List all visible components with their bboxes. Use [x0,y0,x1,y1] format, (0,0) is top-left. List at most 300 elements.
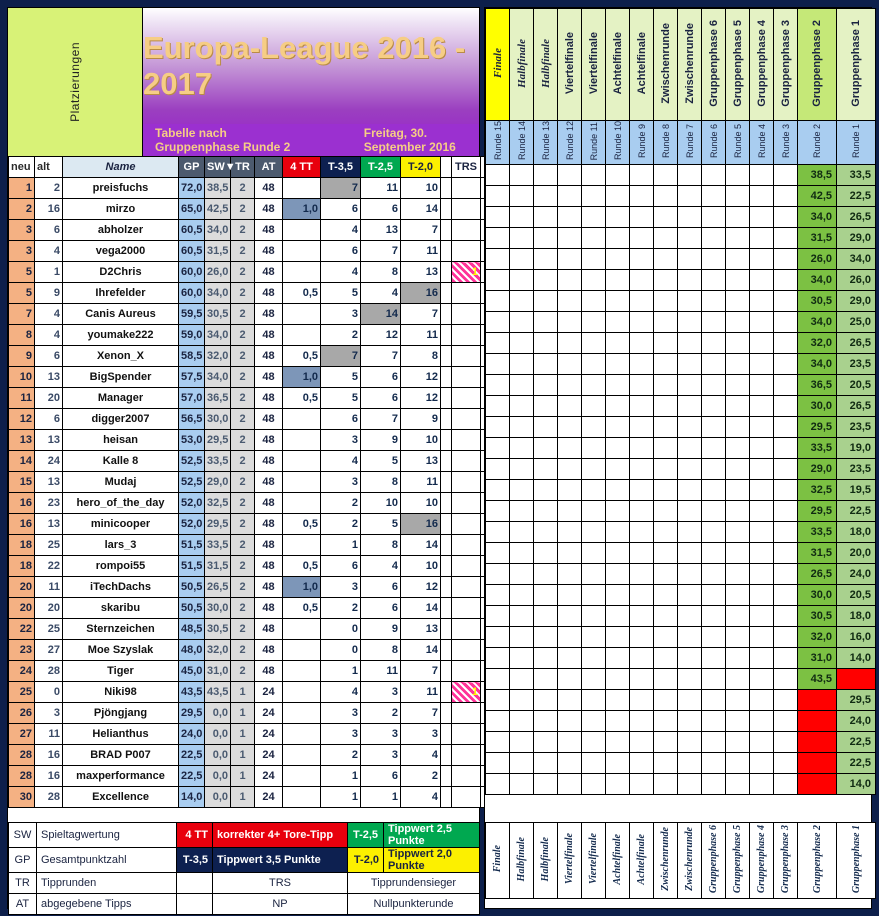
round-cell-empty [486,165,510,186]
total-points: 48,0 [179,640,205,661]
spacer-cell [441,388,452,409]
t20-value: 7 [401,703,441,724]
round-cell-empty [678,291,702,312]
t20-value: 11 [401,682,441,703]
phase-header[interactable] [534,9,558,121]
legend-key: AT [9,894,37,915]
round-header[interactable] [606,121,630,165]
rounds-row [486,354,876,375]
phase-header[interactable] [654,9,678,121]
phase-label: Halbfinale [515,38,528,88]
round-header[interactable] [837,121,876,165]
col4tt-value [283,745,321,766]
spacer-cell [441,325,452,346]
t20-value: 4 [401,787,441,808]
player-name[interactable]: digger2007 [63,409,179,430]
round-cell-empty [510,333,534,354]
t20-value: 13 [401,262,441,283]
round-cell-empty [606,333,630,354]
col-t25[interactable]: T-2,5 [361,157,401,178]
round-label: Runde 1 [851,123,861,159]
round-cell-empty [534,648,558,669]
t35-value: 5 [321,367,361,388]
round-header[interactable] [678,121,702,165]
round-cell-empty [774,606,798,627]
player-name[interactable]: Canis Aureus [63,304,179,325]
player-name[interactable]: Helianthus [63,724,179,745]
rounds-row [486,627,876,648]
round-cell-empty [558,207,582,228]
round-cell-empty [606,564,630,585]
footer-phase-label: Gruppenphase 6 [708,824,719,894]
phase-label: Viertelfinale [563,31,576,95]
rounds-row [486,522,876,543]
round-header[interactable] [726,121,750,165]
rounds-row [486,291,876,312]
round-cell-empty [510,396,534,417]
player-name[interactable]: rompoi55 [63,556,179,577]
round-header[interactable] [486,121,510,165]
rounds-row [486,585,876,606]
round-cell-empty [678,417,702,438]
player-name[interactable]: abholzer [63,220,179,241]
matchday-score: 36,5 [205,388,231,409]
player-name[interactable]: Manager [63,388,179,409]
round-cell-empty [702,711,726,732]
t35-value: 7 [321,346,361,367]
phase-header[interactable] [774,9,798,121]
round-cell-empty [630,165,654,186]
table-row [9,535,508,556]
phase-header[interactable] [750,9,774,121]
round-cell-empty [774,522,798,543]
t35-value: 3 [321,304,361,325]
date-text: Freitag, 30. September 2016 [363,126,456,154]
rank-new: 23 [9,640,35,661]
legend-key-t25: T-2,5 [348,823,384,848]
round-cell-empty [486,417,510,438]
spacer-cell [441,283,452,304]
phase-header[interactable] [837,9,876,121]
t25-value: 9 [361,619,401,640]
round-cell-empty [606,585,630,606]
round-cell-empty [678,732,702,753]
round-cell-empty [486,312,510,333]
rank-new: 5 [9,262,35,283]
phase-header[interactable] [678,9,702,121]
t25-value: 6 [361,766,401,787]
t20-value: 12 [401,388,441,409]
round-cell-empty [630,690,654,711]
total-points: 53,0 [179,430,205,451]
table-row [9,283,508,304]
round-cell-empty [702,732,726,753]
round-cell-empty [774,249,798,270]
t20-value: 10 [401,430,441,451]
round-cell-empty [486,690,510,711]
round-label: Runde 5 [732,123,743,159]
player-name[interactable]: hero_of_the_day [63,493,179,514]
matchday-score: 32,0 [205,640,231,661]
rank-new: 30 [9,787,35,808]
round-cell-empty [702,228,726,249]
player-name[interactable]: Kalle 8 [63,451,179,472]
round-cell-empty [630,270,654,291]
col4tt-value [283,493,321,514]
rank-new: 11 [9,388,35,409]
rounds-played: 2 [231,325,255,346]
t35-value: 1 [321,787,361,808]
round-cell-empty [726,774,750,795]
gruppenphase1-value: 26,5 [837,207,876,228]
round-cell-empty [510,585,534,606]
trs-value [452,283,481,304]
footer-phase-label: Gruppenphase 4 [756,824,767,894]
gruppenphase2-value: 30,5 [798,291,837,312]
standings-panel [7,7,480,909]
rank-new: 5 [9,283,35,304]
col-t20[interactable]: T-2,0 [401,157,441,178]
footer-phase-cell [582,823,606,899]
trs-value [452,766,481,787]
col-4tt[interactable]: 4 TT [283,157,321,178]
round-cell-empty [774,501,798,522]
phase-label: Gruppenphase 5 [731,19,744,107]
t35-value: 5 [321,283,361,304]
player-name[interactable]: mirzo [63,199,179,220]
player-name[interactable]: Niki98 [63,682,179,703]
table-row [9,682,508,703]
t25-value: 11 [361,178,401,199]
rounds-played: 2 [231,346,255,367]
matchday-score: 0,0 [205,724,231,745]
subtitle-text: Tabelle nach Gruppenphase Runde 2 [155,126,291,154]
matchday-score: 34,0 [205,367,231,388]
round-cell-empty [630,753,654,774]
spacer-cell [441,787,452,808]
round-cell-empty [534,501,558,522]
phase-header[interactable] [630,9,654,121]
t25-value: 6 [361,199,401,220]
footer-phase-cell [486,823,510,899]
trs-value [452,409,481,430]
round-header[interactable] [750,121,774,165]
phase-header[interactable] [486,9,510,121]
player-name[interactable]: maxperformance [63,766,179,787]
round-cell-empty [654,165,678,186]
t20-value: 10 [401,493,441,514]
round-cell-empty [558,732,582,753]
rank-old: 13 [35,430,63,451]
round-cell-empty [702,354,726,375]
gruppenphase1-value: 23,5 [837,417,876,438]
footer-phase-cell [750,823,774,899]
footer-phase-label: Zwischenrunde [684,827,695,891]
col-t35[interactable]: T-3,5 [321,157,361,178]
round-cell-empty [606,690,630,711]
tips-given: 24 [255,766,283,787]
round-cell-empty [510,312,534,333]
table-row [9,745,508,766]
round-cell-empty [774,270,798,291]
t20-value: 4 [401,745,441,766]
round-header[interactable] [702,121,726,165]
player-name[interactable]: heisan [63,430,179,451]
player-name[interactable]: Ihrefelder [63,283,179,304]
round-cell-empty [558,396,582,417]
round-cell-empty [774,333,798,354]
footer-phase-label: Halbfinale [540,836,551,882]
round-cell-empty [630,333,654,354]
rounds-played: 2 [231,388,255,409]
round-cell-empty [582,690,606,711]
rank-old: 24 [35,451,63,472]
tips-given: 48 [255,514,283,535]
round-cell-empty [606,165,630,186]
rank-new: 16 [9,514,35,535]
col4tt-value: 1,0 [283,367,321,388]
round-cell-empty [606,753,630,774]
rank-new: 1 [9,178,35,199]
rounds-row [486,417,876,438]
rounds-played: 2 [231,661,255,682]
t35-value: 4 [321,682,361,703]
gruppenphase2-value: 33,5 [798,438,837,459]
round-cell-empty [750,690,774,711]
round-cell-empty [558,165,582,186]
gruppenphase1-value: 23,5 [837,354,876,375]
player-name[interactable]: Excellence [63,787,179,808]
round-cell-empty [558,711,582,732]
round-cell-empty [750,333,774,354]
round-cell-empty [654,690,678,711]
col-tr[interactable]: TR [231,157,255,178]
table-row [9,451,508,472]
round-cell-empty [750,249,774,270]
round-cell-empty [774,543,798,564]
round-header[interactable] [798,121,837,165]
col4tt-value: 0,5 [283,556,321,577]
phase-header[interactable] [606,9,630,121]
round-cell-empty [654,312,678,333]
matchday-score: 30,5 [205,619,231,640]
rounds-row [486,753,876,774]
round-cell-empty [654,732,678,753]
round-header[interactable] [774,121,798,165]
rounds-played: 1 [231,682,255,703]
phase-header[interactable] [510,9,534,121]
rank-new: 26 [9,703,35,724]
col4tt-value: 0,5 [283,346,321,367]
phase-label: Finale [491,48,504,78]
round-header[interactable] [654,121,678,165]
round-cell-empty [774,228,798,249]
round-cell-empty [534,690,558,711]
t25-value: 5 [361,514,401,535]
player-name[interactable]: minicooper [63,514,179,535]
round-cell-empty [774,774,798,795]
rank-new: 14 [9,451,35,472]
col-trs[interactable]: TRS [452,157,481,178]
t35-value: 1 [321,535,361,556]
player-name[interactable]: D2Chris [63,262,179,283]
player-name[interactable]: vega2000 [63,241,179,262]
round-cell-empty [654,270,678,291]
gruppenphase1-value: 16,0 [837,627,876,648]
round-cell-empty [750,648,774,669]
rounds-played: 2 [231,619,255,640]
legend-text: abgegebene Tipps [37,894,177,915]
tips-given: 24 [255,682,283,703]
round-cell-empty [630,228,654,249]
matchday-score: 0,0 [205,745,231,766]
player-name[interactable]: iTechDachs [63,577,179,598]
t25-value: 9 [361,430,401,451]
footer-phase-cell [630,823,654,899]
footer-phase-cell [606,823,630,899]
round-cell-empty [678,312,702,333]
phase-label: Zwischenrunde [659,22,672,104]
t25-value: 7 [361,241,401,262]
tips-given: 48 [255,220,283,241]
player-name[interactable]: Sternzeichen [63,619,179,640]
round-cell-empty [654,207,678,228]
round-cell-empty [558,375,582,396]
footer-phase-cell [558,823,582,899]
tips-given: 48 [255,346,283,367]
footer-phase-cell [510,823,534,899]
player-name[interactable]: lars_3 [63,535,179,556]
matchday-score: 31,5 [205,556,231,577]
table-row [9,325,508,346]
col4tt-value: 1,0 [283,199,321,220]
col-gp[interactable]: GP [179,157,205,178]
spacer-cell [441,724,452,745]
phase-header[interactable] [702,9,726,121]
round-cell-empty [750,375,774,396]
t20-value: 9 [401,409,441,430]
round-cell-empty [654,501,678,522]
player-name[interactable]: skaribu [63,598,179,619]
rounds-row [486,774,876,795]
round-header[interactable] [558,121,582,165]
phase-label: Gruppenphase 1 [850,19,862,107]
round-cell-empty [702,396,726,417]
matchday-score: 0,0 [205,766,231,787]
round-header[interactable] [534,121,558,165]
round-header[interactable] [510,121,534,165]
round-cell-empty [750,417,774,438]
gruppenphase1-value: 20,0 [837,543,876,564]
rounds-played: 2 [231,493,255,514]
table-row [9,556,508,577]
col-alt[interactable]: alt [35,157,63,178]
player-name[interactable]: Pjöngjang [63,703,179,724]
phase-header[interactable] [798,9,837,121]
gruppenphase1-value: 19,5 [837,480,876,501]
t35-value: 2 [321,493,361,514]
player-name[interactable]: youmake222 [63,325,179,346]
gruppenphase2-value: 33,5 [798,522,837,543]
round-cell-empty [558,249,582,270]
player-name[interactable]: BRAD P007 [63,745,179,766]
player-name[interactable]: BigSpender [63,367,179,388]
table-row [9,472,508,493]
player-name[interactable]: Mudaj [63,472,179,493]
t25-value: 6 [361,598,401,619]
round-cell-empty [582,354,606,375]
round-cell-empty [606,396,630,417]
total-points: 65,0 [179,199,205,220]
matchday-score: 38,5 [205,178,231,199]
round-cell-empty [750,438,774,459]
round-cell-empty [534,774,558,795]
round-cell-empty [654,459,678,480]
round-cell-empty [630,312,654,333]
round-label: Runde 10 [612,121,623,161]
round-cell-empty [750,669,774,690]
round-cell-empty [486,732,510,753]
round-cell-empty [654,333,678,354]
round-cell-empty [702,417,726,438]
round-cell-empty [702,165,726,186]
gruppenphase2-value: 36,5 [798,375,837,396]
t20-value: 7 [401,304,441,325]
rank-old: 4 [35,241,63,262]
round-cell-empty [702,690,726,711]
player-name[interactable]: Tiger [63,661,179,682]
round-cell-empty [582,522,606,543]
phase-header[interactable] [726,9,750,121]
round-cell-empty [774,732,798,753]
round-cell-empty [654,627,678,648]
round-cell-empty [726,543,750,564]
player-name[interactable]: Moe Szyslak [63,640,179,661]
round-cell-empty [750,543,774,564]
round-cell-empty [702,501,726,522]
t25-value: 6 [361,388,401,409]
col-neu[interactable]: neu [9,157,35,178]
spacer-cell [441,472,452,493]
phase-header[interactable] [582,9,606,121]
round-header[interactable] [582,121,606,165]
round-cell-empty [726,249,750,270]
col4tt-value [283,325,321,346]
round-header[interactable] [630,121,654,165]
col-sw[interactable] [205,157,236,178]
rounds-played: 2 [231,640,255,661]
rounds-row [486,228,876,249]
round-cell-empty [750,459,774,480]
round-cell-empty [510,648,534,669]
col-at[interactable]: AT [255,157,283,178]
phase-header[interactable] [558,9,582,121]
player-name[interactable]: Xenon_X [63,346,179,367]
gruppenphase2-value: 34,0 [798,207,837,228]
rank-new: 28 [9,745,35,766]
t35-value: 6 [321,556,361,577]
rounds-played: 2 [231,430,255,451]
tips-given: 48 [255,304,283,325]
player-name[interactable]: preisfuchs [63,178,179,199]
round-cell-empty [678,333,702,354]
t35-value: 2 [321,325,361,346]
col-name[interactable]: Name [63,157,179,178]
rounds-played: 1 [231,703,255,724]
t35-value: 2 [321,514,361,535]
round-cell-empty [750,522,774,543]
round-cell-empty [558,270,582,291]
